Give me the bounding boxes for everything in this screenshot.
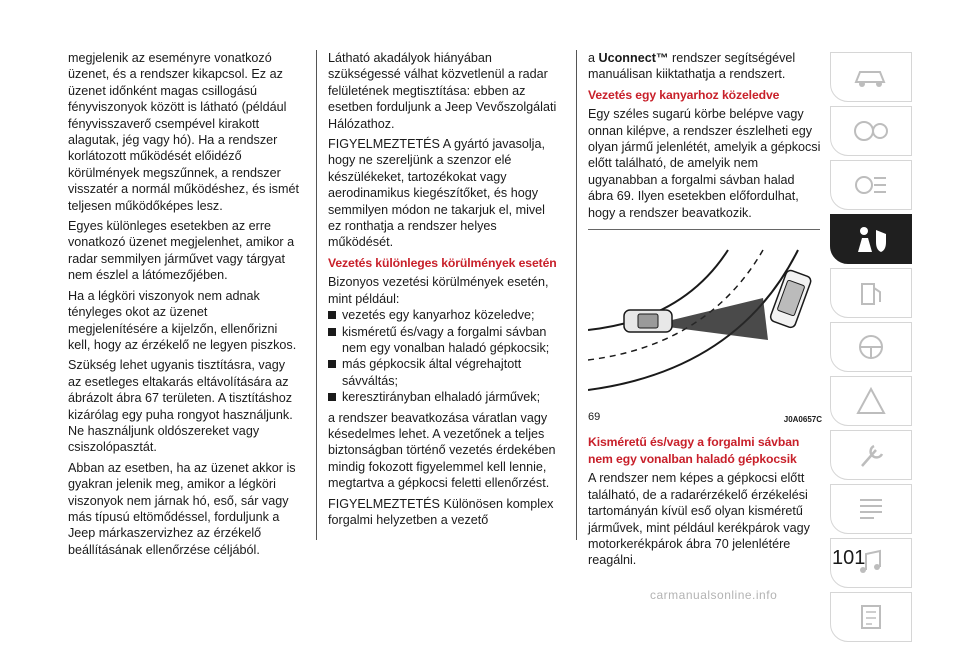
- list-item: vezetés egy kanyarhoz közeledve;: [328, 307, 560, 323]
- column-divider: [576, 50, 577, 540]
- steering-wheel-icon: [850, 330, 892, 364]
- car-info-icon: [850, 60, 892, 94]
- tab-steering[interactable]: [830, 322, 912, 372]
- paragraph: a rendszer beavatkozása váratlan vagy késedelmes lehet. A vezetőnek a teljes biztonságban történő vezetés érdekében mindig fokozott figyelemmel kell lennie, megtartva a gépkocsi feletti ellenőrzést.: [328, 410, 556, 491]
- watermark: carmanualsonline.info: [650, 588, 778, 602]
- dashboard-icon: [850, 114, 892, 148]
- tab-car-info[interactable]: [830, 52, 912, 102]
- wrench-icon: [850, 438, 892, 472]
- tab-lights[interactable]: [830, 160, 912, 210]
- paragraph: Szükség lehet ugyanis tisztításra, vagy az esetleges eltakarás eltávolítására az ábrázolt ábra 67 területen. A tisztításhoz kizárólag egy puha rongyot használjunk. Ne használjunk oldószereket vagy csiszolópasztát.: [68, 358, 293, 455]
- brand-name: Uconnect™: [598, 51, 669, 65]
- figure-number: 69: [588, 411, 601, 424]
- bullet-list: [328, 307, 560, 405]
- tab-dashboard[interactable]: [830, 106, 912, 156]
- paragraph: A rendszer nem képes a gépkocsi előtt található, de a radarérzékelő érzékelési tartományán kívül eső olyan kisméretű járművek, mint például kerékpárok vagy motorkerékpárok ábra 70 jelenlétére reagálni.: [588, 471, 810, 568]
- fuel-icon: [850, 276, 892, 310]
- column-right: [588, 50, 822, 573]
- tab-index[interactable]: [830, 592, 912, 642]
- paragraph: megjelenik az eseményre vonatkozó üzenet, és a rendszer kikapcsol. Ez az üzenet időnként magas csillogású fényviszonyok között is látható (például fényvisszaverő csempével kirakott alagutak, jég vagy hó). Ha a rendszer korlátozott működését előidéző körülmények megszűnnek, a rendszer visszatér a normál működéshez, és ismét teljesen működőképes lesz.: [68, 51, 299, 213]
- tab-fuel[interactable]: [830, 268, 912, 318]
- index-icon: [850, 600, 892, 634]
- column-middle: [328, 50, 560, 532]
- curve-road-illustration: [588, 230, 820, 405]
- list-item: kisméretű és/vagy a forgalmi sávban nem egy vonalban haladó gépkocsik;: [328, 324, 560, 357]
- paragraph: Bizonyos vezetési körülmények esetén, mint például:: [328, 275, 549, 306]
- paragraph: Abban az esetben, ha az üzenet akkor is gyakran jelenik meg, amikor a légköri viszonyok nem járnak hó, eső, sár vagy más típusú eltömődéssel, forduljunk a Jeep márkaszervizhez az érzékelő beállításának ellenőrzése céljából.: [68, 460, 296, 557]
- section-heading: Vezetés egy kanyarhoz közeledve: [588, 87, 780, 102]
- figure-code: J0A0657C: [783, 415, 822, 425]
- tab-specs[interactable]: [830, 484, 912, 534]
- bullet-square-icon: [328, 393, 336, 401]
- paragraph: Látható akadályok hiányában szükségessé válhat közvetlenül a radar felületének megtisztítása: ebben az esetben forduljunk a Jeep Vevőszolgálati Hálózathoz.: [328, 51, 557, 131]
- paragraph: Ha a légköri viszonyok nem adnak tényleges okot az üzenet megjelenítésére a kijelzőn, ellenőrizni kell, hogy az érzékelő ne legyen piszkos.: [68, 288, 297, 352]
- paragraph: a Uconnect™ rendszer segítségével manuálisan kiiktathatja a rendszert.: [588, 51, 796, 82]
- paragraph: Egyes különleges esetekben az erre vonatkozó üzenet megjelenhet, amikor a radar semmilyen járművet vagy tárgyat nem észlel a látómezőjében.: [68, 219, 295, 283]
- vehicle-ahead-icon: [769, 269, 812, 329]
- tab-maintenance[interactable]: [830, 430, 912, 480]
- list-item: keresztirányban elhaladó járművek;: [328, 389, 560, 405]
- bullet-square-icon: [328, 311, 336, 319]
- warning-paragraph: FIGYELMEZTETÉS A gyártó javasolja, hogy ne szereljünk a szenzor elé készülékeket, tartozékokat vagy aerodinamikus kiegészítőket, és hogy semmilyen módon ne takarjuk el, mivel ez ronthatja a rendszer helyes működését.: [328, 137, 545, 250]
- tab-safety[interactable]: [830, 214, 912, 264]
- bullet-square-icon: [328, 360, 336, 368]
- specs-icon: [850, 492, 892, 526]
- tab-warning[interactable]: [830, 376, 912, 426]
- section-heading: Vezetés különleges körülmények esetén: [328, 255, 557, 270]
- warning-triangle-icon: [850, 384, 892, 418]
- page-number: 101: [832, 547, 866, 569]
- bullet-square-icon: [328, 328, 336, 336]
- paragraph: Egy széles sugarú körbe belépve vagy onnan kilépve, a rendszer észlelheti egy olyan jármű jelenlétét, amelyik a gépkocsi előtt található, de amelyik nem ugyanabban a forgalmi sávban halad ábra 69. Ilyen esetekben előfordulhat, hogy a rendszer beavatkozik.: [588, 107, 821, 220]
- column-divider: [316, 50, 317, 540]
- column-left: [68, 50, 300, 562]
- section-heading: Kisméretű és/vagy a forgalmi sávban nem egy vonalban haladó gépkocsik: [588, 435, 800, 466]
- warning-paragraph: FIGYELMEZTETÉS Különösen komplex forgalmi helyzetben a vezető: [328, 496, 554, 527]
- own-car-icon: [624, 310, 672, 332]
- list-item: más gépkocsik által végrehajtott sávváltás;: [328, 356, 560, 389]
- figure-curve-detection: [588, 229, 820, 405]
- safety-icon: [850, 222, 892, 256]
- lights-icon: [850, 168, 892, 202]
- figure-caption: [588, 409, 822, 428]
